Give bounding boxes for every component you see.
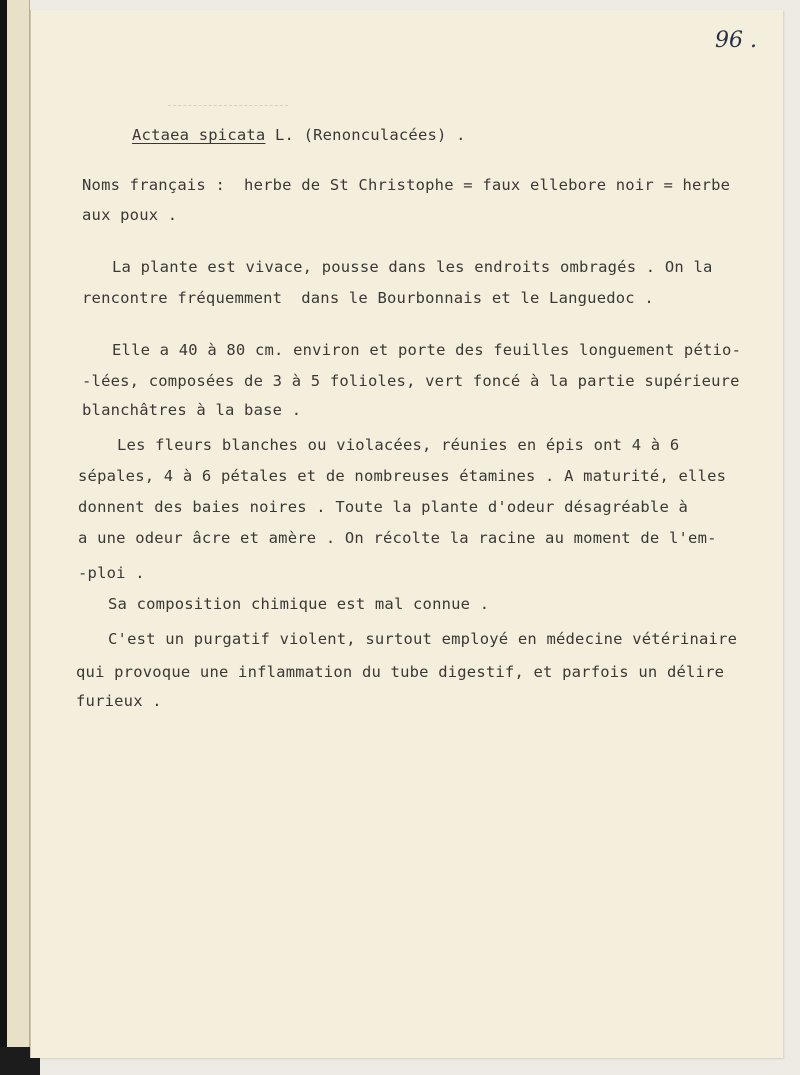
page-title xyxy=(132,126,466,144)
scan-edge xyxy=(0,0,7,1075)
text-line: Sa composition chimique est mal connue . xyxy=(108,595,490,613)
text-line: qui provoque une inflammation du tube digestif, et parfois un délire xyxy=(76,663,725,681)
text-line: a une odeur âcre et amère . On récolte la racine au moment de l'em- xyxy=(78,529,717,547)
text-line: furieux . xyxy=(76,692,162,710)
text-line: blanchâtres à la base . xyxy=(82,401,302,419)
species-name: Actaea spicata xyxy=(132,126,266,144)
faint-rule xyxy=(168,105,288,106)
text-line: La plante est vivace, pousse dans les endroits ombragés . On la xyxy=(112,258,713,276)
text-line: Noms français : herbe de St Christophe = faux ellebore noir = herbe xyxy=(82,176,731,194)
text-line: aux poux . xyxy=(82,206,178,224)
text-line: rencontre fréquemment dans le Bourbonnais et le Languedoc . xyxy=(82,289,654,307)
text-line: C'est un purgatif violent, surtout employé en médecine vétérinaire xyxy=(108,630,738,648)
text-line: sépales, 4 à 6 pétales et de nombreuses étamines . A maturité, elles xyxy=(78,467,727,485)
text-line: Les fleurs blanches ou violacées, réunies en épis ont 4 à 6 xyxy=(117,436,680,454)
text-line: Elle a 40 à 80 cm. environ et porte des feuilles longuement pétio- xyxy=(112,341,742,359)
document-page xyxy=(30,10,783,1058)
binding-edge xyxy=(7,0,30,1075)
text-line: donnent des baies noires . Toute la plante d'odeur désagréable à xyxy=(78,498,689,516)
text-line: -ploi . xyxy=(78,564,145,582)
text-line: -lées, composées de 3 à 5 folioles, vert foncé à la partie supérieure xyxy=(82,372,740,390)
species-family: L. (Renonculacées) . xyxy=(265,126,466,144)
page-number: 96 . xyxy=(715,28,757,53)
